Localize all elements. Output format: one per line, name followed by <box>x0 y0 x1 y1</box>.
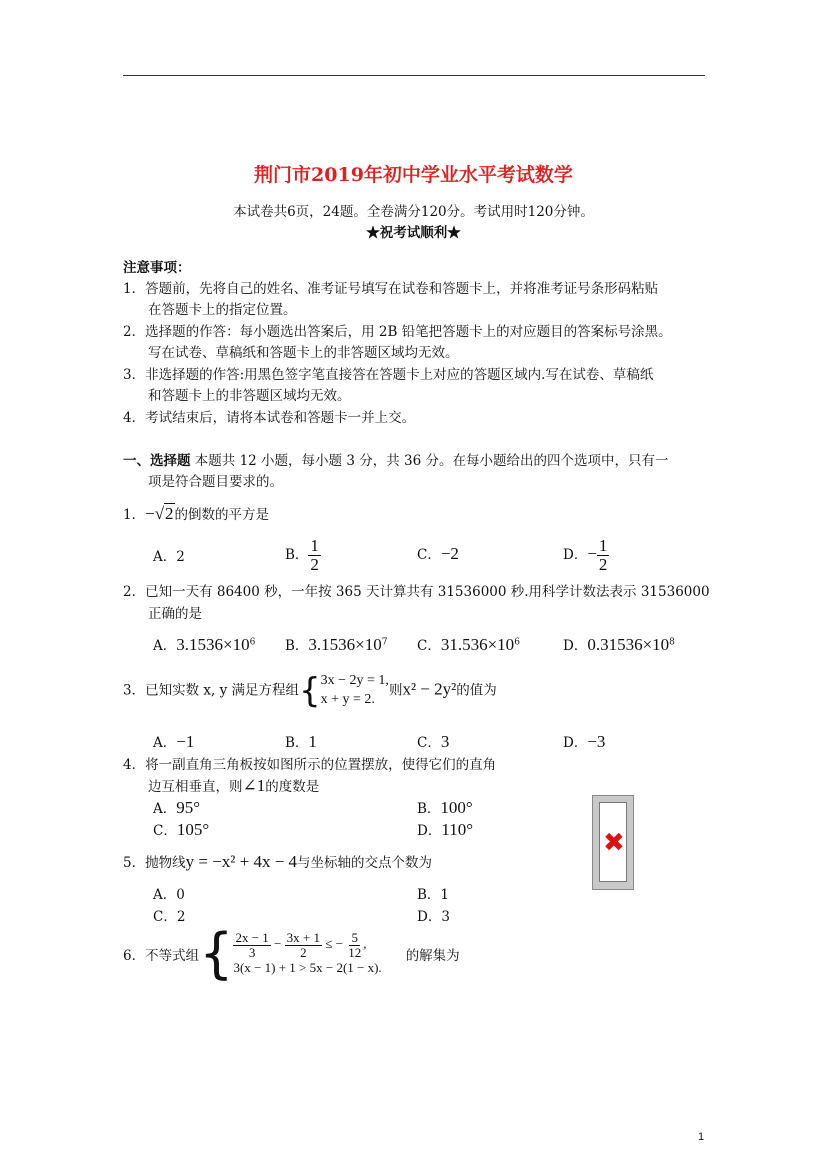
q1-d-num: 1 <box>598 536 608 555</box>
q3-option-c <box>417 731 449 752</box>
q2-line2: 正确的是 <box>148 606 202 622</box>
q3-expr: x² − 2y² <box>402 679 457 699</box>
q2-option-d <box>563 634 675 655</box>
q2-option-b <box>285 634 388 655</box>
section1-text: 本题共 12 小题，每小题 3 分，共 36 分。在每小题给出的四个选项中，只有一 <box>194 453 669 469</box>
q2-b-exp: 7 <box>381 637 388 648</box>
q4-angle: ∠1 <box>242 776 266 795</box>
exam-info: 本试卷共6页，24题。全卷满分120分。考试用时120分钟。 <box>233 204 594 220</box>
q5-post: 与坐标轴的交点个数为 <box>297 855 433 871</box>
q3-a-value: −1 <box>176 732 195 751</box>
q2-option-c <box>417 634 520 655</box>
q3-b-label: B． <box>285 735 309 751</box>
q3-c-label: C． <box>417 735 441 751</box>
q4-option-a <box>153 797 200 818</box>
question-5 <box>123 851 432 872</box>
q5-option-d: D．3 <box>417 909 450 925</box>
q4-option-c <box>153 819 209 840</box>
q6-f1-num: 2x − 1 <box>235 930 269 946</box>
q5-option-b: B．1 <box>417 887 450 903</box>
q2-d-value: 0.31536×10 <box>587 635 670 654</box>
q1-option-d <box>563 537 609 574</box>
note-3: 3．非选择题的作答:用黑色签字笔直接答在答题卡上对应的答题区域内.写在试卷、草稿纸 <box>123 367 654 383</box>
q2-option-a <box>153 634 255 655</box>
q3-mid: 则 <box>388 682 403 699</box>
notes-heading: 注意事项： <box>123 260 191 276</box>
q1-d-minus: − <box>587 543 597 563</box>
q4-b-label: B． <box>417 801 441 817</box>
q2-a-value: 3.1536×10 <box>176 635 250 654</box>
q3-post: 的值为 <box>456 682 497 699</box>
note-3-cont: 和答题卡上的非答题区域均无效。 <box>148 388 351 404</box>
q2-d-label: D． <box>563 638 588 654</box>
question-1: 1．−√2的倒数的平方是 <box>123 504 270 523</box>
header-rule <box>123 75 705 76</box>
q2-c-exp: 6 <box>514 637 520 648</box>
q1-option-b <box>285 537 321 574</box>
q6-f2-num: 3x + 1 <box>286 930 320 946</box>
good-luck: ★祝考试顺利★ <box>366 225 461 241</box>
q4-d-value: 110° <box>441 820 473 839</box>
q6-f3-den: 12 <box>348 944 362 960</box>
q4-option-b <box>417 797 473 818</box>
q4-a-label: A． <box>153 801 177 817</box>
q2-d-exp: 8 <box>669 637 675 648</box>
q4-line2-pre: 边互相垂直，则 <box>148 779 243 795</box>
q3-option-a <box>153 731 194 752</box>
q2-b-value: 3.1536×10 <box>308 635 382 654</box>
section1-line2: 项是符合题目要求的。 <box>148 474 283 490</box>
note-1: 1．答题前，先将自己的姓名、准考证号填写在试卷和答题卡上，并将准考证号条形码粘贴 <box>123 281 659 297</box>
q2-c-label: C． <box>417 638 441 654</box>
q1-minus: − <box>145 504 155 523</box>
note-1-cont: 在答题卡上的指定位置。 <box>148 302 297 318</box>
q3-d-label: D． <box>563 735 588 751</box>
q3-a-label: A． <box>153 735 177 751</box>
q1-d-label: D． <box>563 546 588 563</box>
note-4: 4．考试结束后，请将本试卷和答题卡一并上交。 <box>123 410 416 426</box>
q5-option-a: A．0 <box>153 887 185 903</box>
q4-line2-post: 的度数是 <box>265 779 320 795</box>
broken-x-icon: ✖ <box>603 828 625 858</box>
note-2: 2．选择题的作答：每小题选出答案后，用 2B 铅笔把答题卡上的对应题目的答案标号涂黑。 <box>123 324 672 340</box>
q1-b-label: B． <box>285 546 309 563</box>
q2-b-label: B． <box>285 638 309 654</box>
q1-c-value: −2 <box>440 544 459 563</box>
q1-number: 1． <box>123 507 146 523</box>
q4-option-d <box>417 819 473 840</box>
q4-line2 <box>148 775 319 796</box>
q3-eq1: 3x − 2y = 1, <box>320 673 389 688</box>
q6-minus: − <box>274 936 282 952</box>
q4-c-value: 105° <box>176 820 210 839</box>
q1-b-num: 1 <box>310 536 319 555</box>
q6-eq2: 3(x − 1) + 1 > 5x − 2(1 − x). <box>233 960 382 976</box>
q5-expr: y = −x² + 4x − 4 <box>185 852 298 871</box>
q1-radicand: 2 <box>165 504 174 523</box>
q4-line1: 4．将一副直角三角板按如图所示的位置摆放，使得它们的直角 <box>123 757 497 773</box>
q3-d-value: −3 <box>587 732 606 751</box>
q2-c-value: 31.536×10 <box>440 635 515 654</box>
q2-line1: 2．已知一天有 86400 秒，一年按 365 天计算共有 31536000 秒.用科学计数法表示 31536000 <box>123 584 710 600</box>
q3-eq2: x + y = 2. <box>320 691 375 707</box>
q3-c-value: 3 <box>440 732 450 751</box>
q1-d-den: 2 <box>598 554 608 574</box>
q6-f2-den: 2 <box>300 944 307 960</box>
q6-leq: ≤ − <box>325 936 343 952</box>
q3-option-d <box>563 731 605 752</box>
q3-option-b <box>285 731 317 752</box>
section1-line1 <box>123 449 669 469</box>
q6-f3-num: 5 <box>351 930 358 946</box>
q4-d-label: D． <box>417 823 442 839</box>
broken-image-icon <box>592 795 634 890</box>
q2-a-label: A． <box>153 638 177 654</box>
q1-option-c <box>417 543 459 564</box>
q4-a-value: 95° <box>176 798 201 817</box>
q6-pre: 6．不等式组 <box>123 948 200 964</box>
q1-c-label: C． <box>417 547 441 563</box>
q6-f1-den: 3 <box>248 944 256 960</box>
question-3: 3．已知实数 x, y 满足方程组{ 3x − 2y = 1, x + y = 2. 则x² − 2y²的值为 <box>123 670 497 711</box>
q5-pre: 5．抛物线 <box>123 855 186 871</box>
q1-option-a: A．2 <box>153 549 185 565</box>
q6-comma: , <box>363 936 367 952</box>
q4-b-value: 100° <box>440 798 473 817</box>
q5-option-c: C．2 <box>153 909 186 925</box>
q2-a-exp: 6 <box>249 637 256 648</box>
q6-post: 的解集为 <box>405 948 460 964</box>
q1-b-den: 2 <box>310 554 319 574</box>
q1-text: 的倒数的平方是 <box>174 507 270 523</box>
section1-label: 一、选择题 <box>123 453 191 469</box>
note-2-cont: 写在试卷、草稿纸和答题卡上的非答题区域均无效。 <box>148 345 459 361</box>
page-title: 荆门市2019年初中学业水平考试数学 <box>254 164 573 186</box>
page-number: 1 <box>698 1131 705 1143</box>
question-6: 6．不等式组{ $\frac{2x - 1}{3}$ − $\frac{3x + 1}{2}$ ≤ − $\frac{5}{12}$ , 3(x − 1) + 1 > 5x − 2(1 − x). 的解集为 <box>123 922 460 985</box>
q3-b-value: 1 <box>308 732 317 751</box>
q4-c-label: C． <box>153 823 177 839</box>
q3-pre: 3．已知实数 x, y 满足方程组 <box>123 682 299 699</box>
